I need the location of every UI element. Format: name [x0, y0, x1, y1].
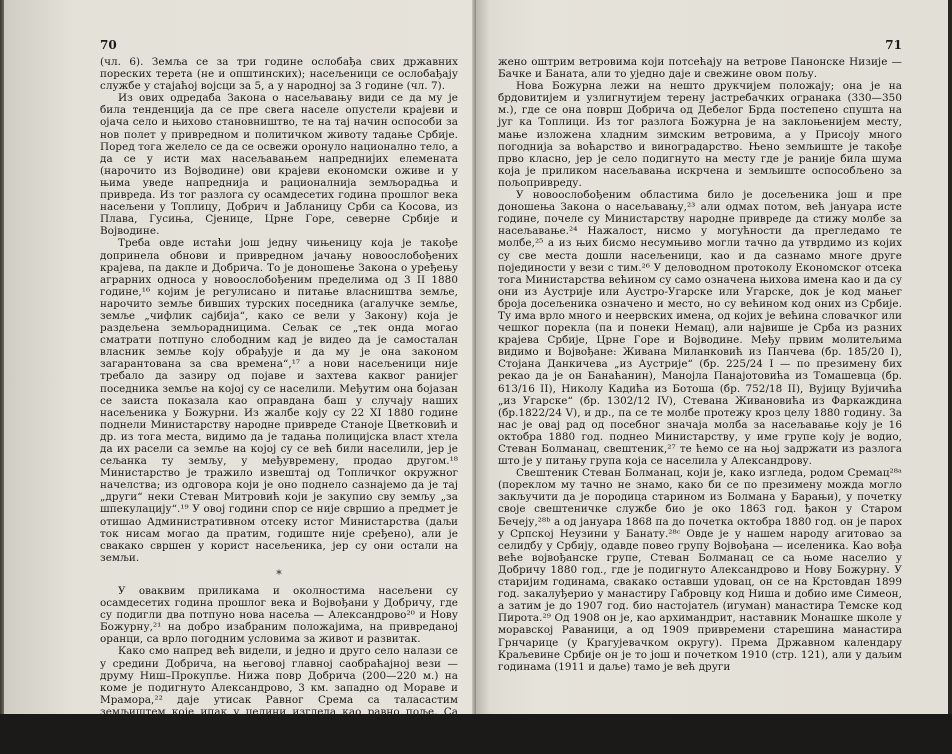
paragraph: (чл. 6). Земља се за три године ослобађа свих државних пореских терета (не и општинских); насељеници се ослобађају службе у стајаћој војсци за 5, а у народној за 3 године (чл. 7). [100, 56, 458, 93]
paragraph: У новоослобођеним областима било је досељеника још и пре доношења Закона о насељавању,²³ али одмах потом, већ јануара исте године, почеле су Министарству народне привреде да стижу молбе за насељавање.²⁴ Нажалост, нисмо у могућности да прегледамо те молбе,²⁵ а из њих бисмо несумњиво могли тачно да утврдимо из којих су све места дошли насељеници, као и да сазнамо многе друге појединости у вези с тим.²⁶ У деловодном протоколу Економског отсека тога Министарства већином су само означена њихова имена као и да су они из Аустрије или Аустро-Угарске или Угарске, док је код мањег броја досељеника означено и место, но су већином код оних из Србије. Ту има врло много и неервских имена, од којих је већина словачког или чешког порекла (па и понеки Немац), али највише је Срба из разних крајева Србије, Црне Горе и Војводине. Међу првим молитељима видимо и Војвођане: Живана Миланковић из Панчева (бр. 185/20 I), Стојана Данкичева „из Аустрије“ (бр. 225/24 I — по презимену бих рекао да је он Банаћанин), Манојла Панајотовића из Томашевца (бр. 613/16 II), Николу Кадића из Ботоша (бр. 752/18 II), Вујицу Вујичића „из Угарске“ (бр. 1302/12 IV), Стевана Живановића из Фаркаждина (бр.1822/24 V), и др., па се те молбе протежу кроз целу 1880 годину. За нас је овај рад од посебног значаја молба за насељавање коју је 16 октобра 1880 год. поднео Министарству, у име групе коју је водио, Стеван Болманац, свештеник,²⁷ те ћемо се на њој задржати из разлога што је у питању група која се населила у Александрову. [498, 189, 902, 468]
section-separator: * [276, 567, 282, 581]
paragraph: Из ових одредаба Закона о насељавању види се да му је била тенденција да се пре свега населе опустели крајеви и ојача село и њихово становништво, те на тај начин оспособи за нов полет у привредном и политичком животу тадање Србије. Поред тога желело се да се освежи оронуло национално тело, а да се у исти мах насељавањем напреднијих елемената (нарочито из Војводине) ови крајеви економски оживе и у њима уведе напреднија и рационалнија земљорадња и привреда. Из тог разлога су осамдесетих година прошлог века насељени у Топлицу, Добрич и Јабланицу Срби са Косова, из Плава, Гусиња, Сјенице, Црне Горе, северне Србије и Војводине. [100, 92, 458, 238]
paragraph: жено оштрим ветровима који потсећају на ветрове Панонске Низије — Бачке и Баната, али то уједно даје и свежине овом пољу. [498, 56, 902, 81]
left-page [4, 0, 476, 754]
paragraph: Треба овде истаћи још једну чињеницу која је такође допринела обнови и привредном јачању новоослобођених крајева, па дакле и Добрича. То је доношење Закона о уређењу аграрних односа у новоослобођеним пределима од 3 II 1880 године,¹⁶ којим је регулисано и питање власништва земље, нарочито земље бивших турских поседника (агалучке земље, земље „чифлик сајбија“, како се вели у Закону) која је раздељена земљорадницима. Сељак се „тек онда могао сматрати потпуно слободним кад је видео да је самосталан власник земље коју обрађује и да му је она законом загарантована за сва времена“,¹⁷ а нови насељеници није требало да зазиру од појаве и захтева каквог ранијег поседника земље на којој су се населили. Међутим она бојазан се заиста показала као оправдана баш у случају наших насељеника у Божурни. Из жалбе коју су 22 XI 1880 године поднели Министарству народне привреде Станоје Цветковић и др. из тога места, видимо да је тадања полицијска власт хтела да их расели са земље на којој су се већ били населили, јер је сељанка ту земљу, у међувремену, продао другом.¹⁸ Министарство је тражило извештај од Топличког окружног начелства; из одговора који је оно поднело сазнајемо да је тај „други“ неки Стеван Митровић који је закупио сву земљу „за шпекулацију“.¹⁹ У овој години спор се није свршио а предмет је отишао Административном отсеку истог Министарства (даљи ток нисам могао да пратим, годиште није сређено), али је свакако свршен у корист насељеника, јер су они остали на земљи. [100, 237, 458, 564]
book-edge [948, 0, 952, 714]
page-number-right: 71 [885, 38, 902, 52]
right-page [476, 0, 948, 714]
page-number-left: 70 [100, 38, 117, 52]
paragraph: Свештеник Стеван Болманац, који је, како изгледа, родом Сремац²⁸ᵃ (пореклом му тачно не знамо, како би се по презимену можда могло закључити да је породица старином из Болмана у Барањи), у почетку своје свештеничке службе био је око 1863 год. ђакон у Старом Бечеју,²⁸ᵇ а од јануара 1868 па до почетка октобра 1880 год. он је парох у Српској Неузини у Банату.²⁸ᶜ Овде је у нашем народу агитовао за селидбу у Србију, одавде повео групу Војвођана — иселеника. Као вођа веће војвођанске групе, Стеван Болманац се са њоме населио у Добричу 1880 год., где је подигнуто Александрово и Нову Божурну. У старијим годинама, свакако оставши удовац, он се на Крстовдан 1899 год. закалуђерио у манастиру Габровцу код Ниша и добио име Симеон, а затим је до 1907 год. био настојатељ (игуман) манастира Темске код Пирота.²⁹ Од 1908 он је, као архимандрит, наставник Монашке школе у моравској Раваници, а од 1909 привремени старешина манастира Грнчарице (у Крагујевачком округу). Према Државном календару Краљевине Србије он је то још и почетком 1910 (стр. 121), али у даљим годинама (1911 и даље) тамо је већ други [498, 467, 902, 673]
paragraph: Како смо напред већ видели, и једно и друго село налази се у средини Добрича, на његовој главној саобраћајној вези — друму Ниш–Прокупље. Нижа повр Добрича (200—220 м.) на коме је подигнуто Александрово, 3 км. западно од Мораве и Мрамора,²² даје утисак Равног Срема са таласастим земљиштем које ипак у целини изгледа као равно поље. Са његове северне стране диже се Јастребац, чији огранци и сачињавају цело ово земљиште. Са те стране Александрово је изло- [100, 645, 458, 754]
right-page-text [498, 56, 902, 673]
left-page-text [100, 56, 458, 754]
paragraph: Нова Божурна лежи на нешто друкчијем положају; она је на брдовитијем и узлигнутијем терену јастребачких огранака (330—350 м.), где се она површ Добрича од Дебелог Брда постепено спушта на југ ка Топлици. Из тог разлога Божурна је на заклоњенијем месту, мање изложена хладним зимским ветровима, а у Присоју много погоднија за воћарство и виноградарство. Њено земљиште је такође прво класно, јер је село подигнуто на месту где је раније била шума која је приликом насељавања искрчена и земљиште оспособљено за пољопривреду. [498, 80, 902, 189]
paragraph: У оваквим приликама и околностима насељени су осамдесетих година прошлог века и Војвођани у Добричу, где су подигли два потпуно нова насеља — Александрово²⁰ и Нову Божурну,²¹ на добро изабраним положајима, на привреданој оранци, са врло погодним условима за живот и развитак. [100, 584, 458, 646]
